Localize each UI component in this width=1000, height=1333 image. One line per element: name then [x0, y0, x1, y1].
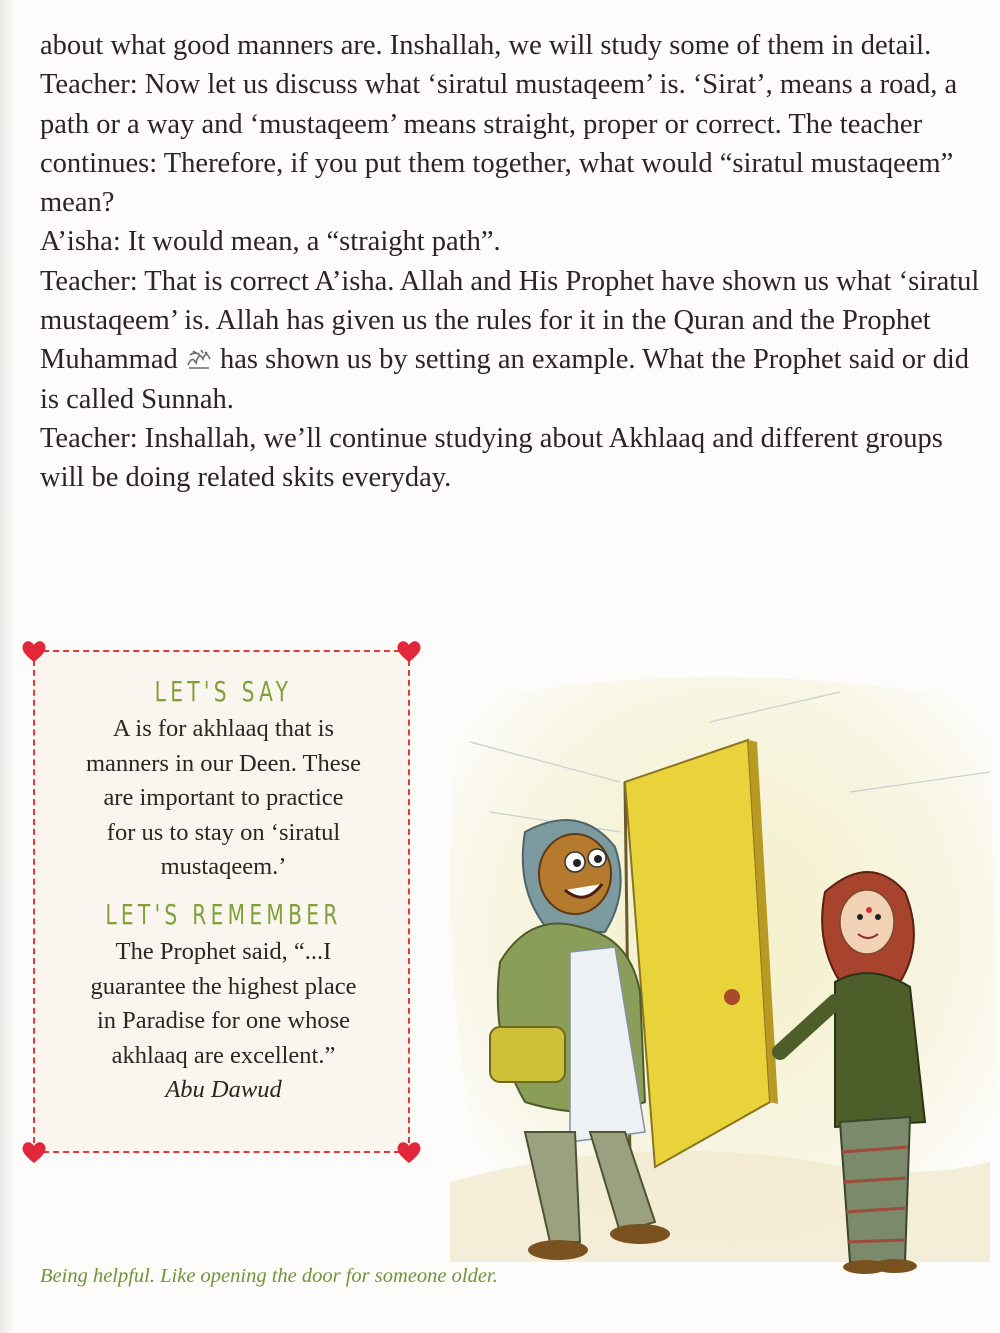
paragraph-intro: about what good manners are. Inshallah, we will study some of them in detail.	[40, 30, 932, 61]
box-content	[35, 672, 412, 1108]
lets-remember-line: guarantee the highest place	[90, 972, 357, 1000]
lets-say-line: A is for akhlaaq that is	[112, 715, 335, 742]
lets-remember-text	[35, 935, 412, 1108]
lets-say-box	[33, 650, 410, 1153]
lets-say-line: are important to practice	[103, 784, 344, 812]
lets-remember-line: akhlaaq are excellent.”	[111, 1041, 336, 1069]
door-knob	[724, 989, 740, 1005]
paragraph-teacher-sirat: Teacher: Now let us discuss what ‘siratul mustaqeem’ is. ‘Sirat’, means a road, a path or a way and ‘mustaqeem’ means straight, proper or correct. The teacher continues: Therefore, if you put them together, what would “siratul mustaqeem” mean?	[40, 69, 958, 219]
paragraph-teacher-continue: Teacher: Inshallah, we’ll continue studying about Akhlaaq and different groups will be doing related skits everyday.	[40, 422, 943, 494]
lets-say-heading: LET'S SAY	[154, 675, 293, 708]
main-text	[40, 26, 985, 498]
attribution: Abu Dawud	[165, 1076, 282, 1104]
heart-icon	[394, 636, 424, 666]
paragraph-teacher-correct	[40, 262, 985, 419]
illustration-door-scene	[430, 662, 1000, 1277]
page-gutter-shade	[0, 0, 14, 1333]
heart-icon	[394, 1137, 424, 1167]
lets-remember-heading: LET'S REMEMBER	[105, 897, 342, 931]
lets-say-line: manners in our Deen. These	[85, 749, 362, 777]
paragraph-teacher-correct-part1: Teacher: That is correct A’isha. Allah and His Prophet have shown us what ‘siratul mustaqeem’ is. Allah has given us the rules for it in the Quran and the Prophet Muhammad	[40, 265, 980, 376]
heart-icon	[19, 636, 49, 666]
lets-say-line: mustaqeem.’	[160, 853, 287, 881]
heart-icon	[19, 1137, 49, 1167]
pbuh-calligraphy-icon	[185, 347, 213, 371]
paragraph-teacher-correct-part2: has shown us by setting an example. What the Prophet said or did is called Sunnah.	[40, 344, 970, 415]
paragraph-aisha: A’isha: It would mean, a “straight path”.	[40, 226, 501, 258]
lets-say-line: for us to stay on ‘siratul	[106, 818, 341, 846]
lets-remember-line: in Paradise for one whose	[96, 1007, 351, 1035]
illustration-caption: Being helpful. Like opening the door for someone older.	[40, 1265, 498, 1287]
lets-remember-line: The Prophet said, “...I	[115, 937, 332, 965]
lets-say-text	[35, 712, 412, 885]
